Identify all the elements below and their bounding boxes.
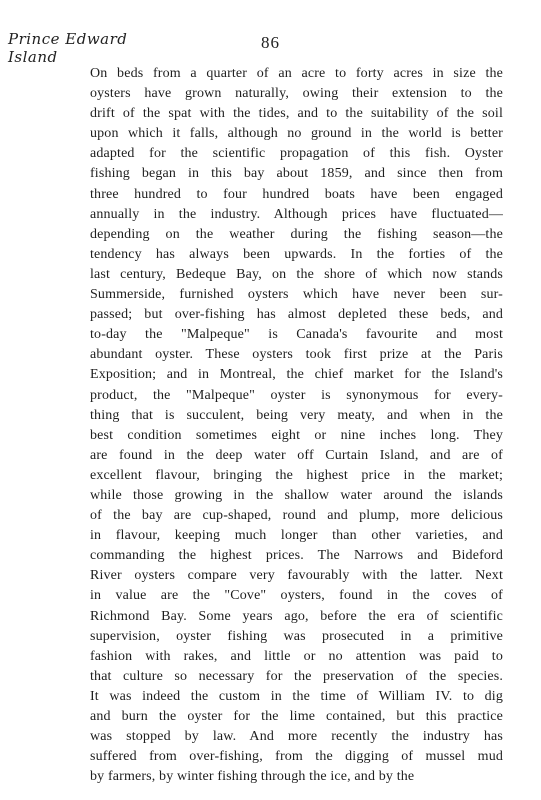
text-line: On beds from a quarter of an acre to forty acres in size the (90, 66, 503, 81)
text-line: supervision, oyster fishing was prosecuted in a primitive (90, 628, 503, 644)
running-head-line-1: Prince Edward (8, 30, 128, 48)
text-line: suffered from over-fishing, from the digging of mussel mud (90, 749, 503, 765)
text-line: abundant oyster. These oysters took first prize at the Paris (90, 347, 503, 363)
running-head-line-2: Island (8, 48, 58, 66)
text-line: that culture so necessary for the preservation of the species. (90, 668, 503, 684)
text-line: Richmond Bay. Some years ago, before the era of scientific (90, 608, 503, 624)
text-line: in value are the "Cove" oysters, found in the coves of (90, 588, 503, 604)
text-line: oysters have grown naturally, owing their extension to the (90, 86, 503, 102)
text-line: River oysters compare very favourably with the latter. Next (90, 568, 503, 584)
text-line: passed; but over-fishing has almost depleted these beds, and (90, 307, 503, 323)
text-line: fishing began in this bay about 1859, and since then from (90, 166, 503, 182)
text-line: Exposition; and in Montreal, the chief market for the Island's (90, 367, 503, 383)
text-line: and burn the oyster for the lime contained, but this practice (90, 709, 503, 724)
text-line: was stopped by law. And more recently the industry has (90, 729, 503, 745)
text-line: annually in the industry. Although prices have fluctuated— (90, 206, 503, 222)
text-line: to-day the "Malpeque" is Canada's favourite and most (90, 327, 503, 343)
text-line: fashion with rakes, and little or no attention was paid to (90, 648, 503, 664)
text-line: tendency has always been upwards. In the forties of the (90, 246, 503, 262)
text-line: depending on the weather during the fishing season—the (90, 226, 503, 242)
text-line: are found in the deep water off Curtain Island, and are of (90, 447, 503, 463)
page-number: 86 (261, 33, 280, 52)
text-line: excellent flavour, bringing the highest price in the market; (90, 467, 503, 483)
text-line: last century, Bedeque Bay, on the shore of which now stands (90, 266, 503, 282)
text-line: thing that is succulent, being very meaty, and when in the (90, 407, 503, 423)
body-text (90, 64, 503, 787)
text-line: of the bay are cup-shaped, round and plump, more delicious (90, 508, 503, 524)
text-line: three hundred to four hundred boats have been engaged (90, 186, 503, 202)
text-line: upon which it falls, although no ground in the world is better (90, 126, 503, 142)
text-line: commanding the highest prices. The Narrows and Bideford (90, 548, 503, 564)
text-line: in flavour, keeping much longer than other varieties, and (90, 528, 503, 544)
text-line: drift of the spat with the tides, and to the suitability of the soil (90, 106, 503, 122)
text-line: It was indeed the custom in the time of William IV. to dig (90, 688, 503, 704)
text-line: adapted for the scientific propagation of this fish. Oyster (90, 146, 503, 162)
text-line: product, the "Malpeque" oyster is synonymous for every- (90, 387, 503, 403)
text-line: Summerside, furnished oysters which have never been sur- (90, 287, 503, 303)
text-line: by farmers, by winter fishing through the ice, and by the (90, 769, 415, 785)
text-line: while those growing in the shallow water around the islands (90, 487, 503, 503)
text-line: best condition sometimes eight or nine inches long. They (90, 427, 503, 443)
